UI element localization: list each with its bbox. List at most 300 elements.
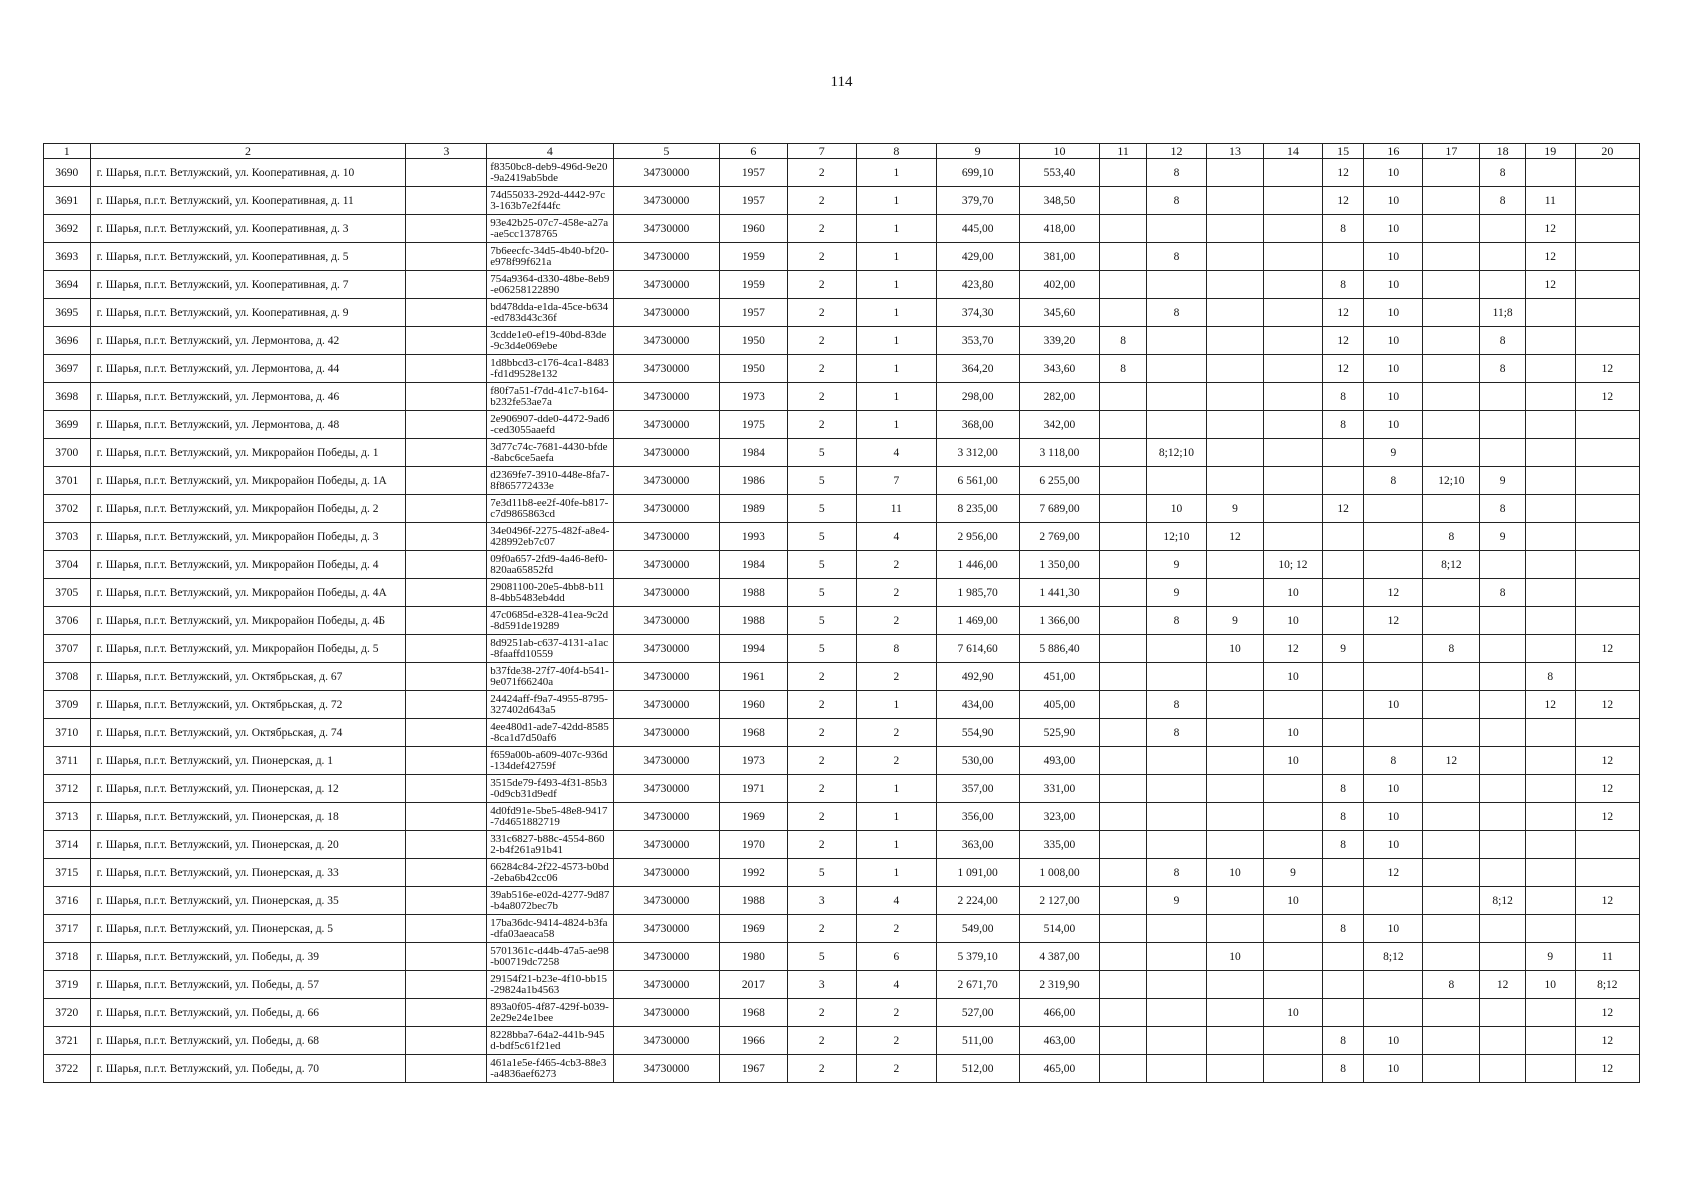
table-cell-col-13: 10 — [1206, 635, 1263, 663]
table-cell-col-11 — [1100, 271, 1147, 299]
table-cell-col-11 — [1100, 831, 1147, 859]
table-cell-col-6: 2017 — [720, 971, 787, 999]
table-cell-col-14 — [1263, 915, 1322, 943]
table-cell-col-20 — [1575, 439, 1639, 467]
table-cell-col-9: 512,00 — [936, 1055, 1019, 1083]
table-cell-col-4: f80f7a51-f7dd-41c7-b164-b232fe53ae7a — [487, 383, 613, 411]
table-cell-col-7: 2 — [787, 831, 856, 859]
table-cell-col-5: 34730000 — [613, 523, 720, 551]
table-cell-col-8: 1 — [856, 215, 936, 243]
table-cell-col-12 — [1146, 999, 1206, 1027]
table-cell-col-4: 2e906907-dde0-4472-9ad6-ced3055aaefd — [487, 411, 613, 439]
table-cell-col-19: 9 — [1525, 943, 1575, 971]
column-header-7: 7 — [787, 144, 856, 159]
table-cell-col-13 — [1206, 691, 1263, 719]
table-cell-col-7: 2 — [787, 663, 856, 691]
table-row — [44, 383, 1640, 411]
table-cell-col-10: 381,00 — [1019, 243, 1100, 271]
table-cell-col-12: 8 — [1146, 243, 1206, 271]
column-header-12: 12 — [1146, 144, 1206, 159]
table-cell-col-1: 3709 — [44, 691, 91, 719]
table-cell-col-9: 368,00 — [936, 411, 1019, 439]
table-row — [44, 355, 1640, 383]
table-cell-col-14: 12 — [1263, 635, 1322, 663]
table-cell-col-10: 402,00 — [1019, 271, 1100, 299]
table-cell-col-6: 1959 — [720, 271, 787, 299]
table-cell-col-2: г. Шарья, п.г.т. Ветлужский, ул. Кооперативная, д. 3 — [90, 215, 406, 243]
table-cell-col-11 — [1100, 691, 1147, 719]
table-cell-col-9: 2 956,00 — [936, 523, 1019, 551]
table-cell-col-7: 5 — [787, 635, 856, 663]
table-cell-col-15 — [1322, 523, 1363, 551]
table-cell-col-11 — [1100, 915, 1147, 943]
table-cell-col-13 — [1206, 467, 1263, 495]
table-cell-col-14 — [1263, 439, 1322, 467]
table-cell-col-1: 3717 — [44, 915, 91, 943]
table-cell-col-16 — [1364, 663, 1423, 691]
table-cell-col-1: 3720 — [44, 999, 91, 1027]
table-cell-col-17 — [1423, 439, 1480, 467]
table-cell-col-15: 12 — [1322, 327, 1363, 355]
table-cell-col-9: 1 985,70 — [936, 579, 1019, 607]
table-cell-col-20: 12 — [1575, 1055, 1639, 1083]
table-cell-col-15: 9 — [1322, 635, 1363, 663]
table-cell-col-12 — [1146, 327, 1206, 355]
column-header-15: 15 — [1322, 144, 1363, 159]
table-cell-col-9: 429,00 — [936, 243, 1019, 271]
table-cell-col-5: 34730000 — [613, 1055, 720, 1083]
table-cell-col-14 — [1263, 383, 1322, 411]
table-row — [44, 579, 1640, 607]
table-cell-col-17: 8;12 — [1423, 551, 1480, 579]
table-cell-col-5: 34730000 — [613, 551, 720, 579]
table-cell-col-7: 2 — [787, 215, 856, 243]
table-cell-col-20 — [1575, 719, 1639, 747]
table-cell-col-18 — [1480, 915, 1526, 943]
table-cell-col-2: г. Шарья, п.г.т. Ветлужский, ул. Микрорайон Победы, д. 4 — [90, 551, 406, 579]
table-cell-col-5: 34730000 — [613, 719, 720, 747]
table-cell-col-14 — [1263, 1055, 1322, 1083]
table-cell-col-14: 10 — [1263, 607, 1322, 635]
table-cell-col-6: 1960 — [720, 215, 787, 243]
table-cell-col-19 — [1525, 411, 1575, 439]
table-cell-col-11 — [1100, 999, 1147, 1027]
table-cell-col-9: 374,30 — [936, 299, 1019, 327]
table-cell-col-13 — [1206, 299, 1263, 327]
table-cell-col-12 — [1146, 215, 1206, 243]
table-cell-col-4: 7e3d11b8-ee2f-40fe-b817-c7d9865863cd — [487, 495, 613, 523]
table-cell-col-14 — [1263, 691, 1322, 719]
table-cell-col-8: 2 — [856, 579, 936, 607]
table-cell-col-16: 10 — [1364, 327, 1423, 355]
table-cell-col-10: 343,60 — [1019, 355, 1100, 383]
table-cell-col-19 — [1525, 859, 1575, 887]
table-cell-col-12 — [1146, 831, 1206, 859]
table-cell-col-14 — [1263, 271, 1322, 299]
table-row — [44, 327, 1640, 355]
table-cell-col-3 — [406, 803, 487, 831]
table-cell-col-13 — [1206, 551, 1263, 579]
table-cell-col-15: 8 — [1322, 1027, 1363, 1055]
table-cell-col-8: 11 — [856, 495, 936, 523]
table-cell-col-16 — [1364, 719, 1423, 747]
table-cell-col-18 — [1480, 691, 1526, 719]
table-row — [44, 1027, 1640, 1055]
table-cell-col-5: 34730000 — [613, 971, 720, 999]
table-cell-col-4: 39ab516e-e02d-4277-9d87-b4a8072bec7b — [487, 887, 613, 915]
column-header-4: 4 — [487, 144, 613, 159]
table-cell-col-20 — [1575, 187, 1639, 215]
column-header-17: 17 — [1423, 144, 1480, 159]
table-cell-col-11 — [1100, 607, 1147, 635]
table-cell-col-20 — [1575, 915, 1639, 943]
table-cell-col-17 — [1423, 159, 1480, 187]
table-cell-col-8: 2 — [856, 999, 936, 1027]
table-cell-col-16: 10 — [1364, 803, 1423, 831]
table-cell-col-10: 3 118,00 — [1019, 439, 1100, 467]
table-cell-col-17 — [1423, 719, 1480, 747]
table-cell-col-15: 8 — [1322, 383, 1363, 411]
table-cell-col-8: 2 — [856, 663, 936, 691]
table-cell-col-19 — [1525, 719, 1575, 747]
table-cell-col-11 — [1100, 187, 1147, 215]
table-cell-col-20 — [1575, 579, 1639, 607]
table-cell-col-2: г. Шарья, п.г.т. Ветлужский, ул. Пионерская, д. 12 — [90, 775, 406, 803]
table-cell-col-7: 2 — [787, 775, 856, 803]
table-cell-col-16: 10 — [1364, 355, 1423, 383]
table-cell-col-4: 1d8bbcd3-c176-4ca1-8483-fd1d9528e132 — [487, 355, 613, 383]
table-cell-col-11 — [1100, 719, 1147, 747]
table-cell-col-19 — [1525, 159, 1575, 187]
table-cell-col-15 — [1322, 691, 1363, 719]
table-cell-col-9: 549,00 — [936, 915, 1019, 943]
table-row — [44, 467, 1640, 495]
table-cell-col-5: 34730000 — [613, 999, 720, 1027]
table-cell-col-5: 34730000 — [613, 215, 720, 243]
table-cell-col-5: 34730000 — [613, 467, 720, 495]
table-cell-col-6: 1994 — [720, 635, 787, 663]
table-cell-col-17 — [1423, 243, 1480, 271]
table-cell-col-1: 3699 — [44, 411, 91, 439]
table-cell-col-19 — [1525, 607, 1575, 635]
table-cell-col-5: 34730000 — [613, 887, 720, 915]
table-cell-col-2: г. Шарья, п.г.т. Ветлужский, ул. Микрорайон Победы, д. 5 — [90, 635, 406, 663]
table-cell-col-12 — [1146, 411, 1206, 439]
table-cell-col-1: 3716 — [44, 887, 91, 915]
table-cell-col-15: 8 — [1322, 831, 1363, 859]
table-cell-col-16: 10 — [1364, 159, 1423, 187]
table-cell-col-5: 34730000 — [613, 579, 720, 607]
table-cell-col-2: г. Шарья, п.г.т. Ветлужский, ул. Пионерская, д. 18 — [90, 803, 406, 831]
table-cell-col-20: 12 — [1575, 635, 1639, 663]
page-number: 114 — [830, 74, 853, 90]
table-cell-col-5: 34730000 — [613, 299, 720, 327]
table-cell-col-18 — [1480, 411, 1526, 439]
table-cell-col-18 — [1480, 551, 1526, 579]
table-cell-col-17 — [1423, 215, 1480, 243]
table-cell-col-20 — [1575, 159, 1639, 187]
table-cell-col-16: 10 — [1364, 1055, 1423, 1083]
table-cell-col-7: 2 — [787, 1055, 856, 1083]
table-cell-col-4: 66284c84-2f22-4573-b0bd-2eba6b42cc06 — [487, 859, 613, 887]
table-cell-col-20 — [1575, 467, 1639, 495]
table-cell-col-2: г. Шарья, п.г.т. Ветлужский, ул. Победы, д. 68 — [90, 1027, 406, 1055]
table-cell-col-6: 1950 — [720, 355, 787, 383]
table-cell-col-8: 2 — [856, 1055, 936, 1083]
table-cell-col-11: 8 — [1100, 355, 1147, 383]
table-cell-col-5: 34730000 — [613, 607, 720, 635]
table-cell-col-6: 1957 — [720, 187, 787, 215]
table-cell-col-2: г. Шарья, п.г.т. Ветлужский, ул. Октябрьская, д. 72 — [90, 691, 406, 719]
table-cell-col-20: 11 — [1575, 943, 1639, 971]
table-cell-col-13 — [1206, 411, 1263, 439]
table-cell-col-6: 1971 — [720, 775, 787, 803]
table-cell-col-8: 4 — [856, 971, 936, 999]
table-cell-col-12 — [1146, 271, 1206, 299]
table-cell-col-9: 2 224,00 — [936, 887, 1019, 915]
table-cell-col-8: 8 — [856, 635, 936, 663]
column-header-11: 11 — [1100, 144, 1147, 159]
table-cell-col-3 — [406, 579, 487, 607]
table-cell-col-5: 34730000 — [613, 915, 720, 943]
table-cell-col-7: 5 — [787, 579, 856, 607]
table-cell-col-4: 754a9364-d330-48be-8eb9-e06258122890 — [487, 271, 613, 299]
table-cell-col-19 — [1525, 635, 1575, 663]
table-cell-col-6: 1980 — [720, 943, 787, 971]
table-cell-col-16 — [1364, 999, 1423, 1027]
table-cell-col-12: 8 — [1146, 299, 1206, 327]
table-cell-col-1: 3722 — [44, 1055, 91, 1083]
table-cell-col-6: 1967 — [720, 1055, 787, 1083]
table-cell-col-13 — [1206, 775, 1263, 803]
table-cell-col-11 — [1100, 943, 1147, 971]
table-cell-col-20 — [1575, 495, 1639, 523]
table-cell-col-10: 282,00 — [1019, 383, 1100, 411]
table-cell-col-6: 1988 — [720, 887, 787, 915]
column-number-header-row — [44, 144, 1640, 159]
table-cell-col-6: 1973 — [720, 747, 787, 775]
table-cell-col-8: 1 — [856, 327, 936, 355]
table-cell-col-1: 3700 — [44, 439, 91, 467]
table-cell-col-9: 434,00 — [936, 691, 1019, 719]
table-cell-col-1: 3694 — [44, 271, 91, 299]
table-cell-col-4: 893a0f05-4f87-429f-b039-2e29e24e1bee — [487, 999, 613, 1027]
table-cell-col-13 — [1206, 215, 1263, 243]
table-cell-col-4: 8d9251ab-c637-4131-a1ac-8faaffd10559 — [487, 635, 613, 663]
table-cell-col-16 — [1364, 971, 1423, 999]
table-cell-col-15: 12 — [1322, 355, 1363, 383]
table-cell-col-7: 2 — [787, 271, 856, 299]
table-cell-col-2: г. Шарья, п.г.т. Ветлужский, ул. Октябрьская, д. 67 — [90, 663, 406, 691]
table-cell-col-10: 418,00 — [1019, 215, 1100, 243]
table-cell-col-18: 11;8 — [1480, 299, 1526, 327]
table-row — [44, 159, 1640, 187]
table-cell-col-4: b37fde38-27f7-40f4-b541-9e071f66240a — [487, 663, 613, 691]
table-cell-col-11 — [1100, 1027, 1147, 1055]
table-cell-col-4: 47c0685d-e328-41ea-9c2d-8d591de19289 — [487, 607, 613, 635]
table-cell-col-11 — [1100, 663, 1147, 691]
table-cell-col-9: 356,00 — [936, 803, 1019, 831]
table-cell-col-7: 5 — [787, 467, 856, 495]
table-row — [44, 607, 1640, 635]
table-cell-col-8: 4 — [856, 887, 936, 915]
table-cell-col-18 — [1480, 663, 1526, 691]
table-cell-col-2: г. Шарья, п.г.т. Ветлужский, ул. Лермонтова, д. 48 — [90, 411, 406, 439]
table-cell-col-12 — [1146, 1055, 1206, 1083]
table-cell-col-14 — [1263, 467, 1322, 495]
table-cell-col-9: 511,00 — [936, 1027, 1019, 1055]
table-cell-col-10: 451,00 — [1019, 663, 1100, 691]
table-cell-col-8: 1 — [856, 383, 936, 411]
table-cell-col-13 — [1206, 187, 1263, 215]
table-cell-col-19 — [1525, 383, 1575, 411]
table-cell-col-6: 1957 — [720, 159, 787, 187]
table-row — [44, 411, 1640, 439]
table-cell-col-3 — [406, 831, 487, 859]
table-cell-col-4: f659a00b-a609-407c-936d-134def42759f — [487, 747, 613, 775]
table-cell-col-14: 9 — [1263, 859, 1322, 887]
table-cell-col-20 — [1575, 859, 1639, 887]
table-cell-col-3 — [406, 1055, 487, 1083]
table-cell-col-8: 2 — [856, 719, 936, 747]
table-cell-col-4: 3d77c74c-7681-4430-bfde-8abc6ce5aefa — [487, 439, 613, 467]
table-cell-col-5: 34730000 — [613, 691, 720, 719]
table-cell-col-19 — [1525, 523, 1575, 551]
table-cell-col-7: 2 — [787, 299, 856, 327]
table-cell-col-14 — [1263, 523, 1322, 551]
table-cell-col-15 — [1322, 971, 1363, 999]
table-cell-col-1: 3691 — [44, 187, 91, 215]
table-cell-col-10: 4 387,00 — [1019, 943, 1100, 971]
table-cell-col-1: 3695 — [44, 299, 91, 327]
table-cell-col-9: 423,80 — [936, 271, 1019, 299]
table-cell-col-7: 5 — [787, 523, 856, 551]
table-cell-col-9: 1 446,00 — [936, 551, 1019, 579]
table-cell-col-10: 331,00 — [1019, 775, 1100, 803]
table-cell-col-5: 34730000 — [613, 495, 720, 523]
table-cell-col-20 — [1575, 327, 1639, 355]
table-cell-col-10: 514,00 — [1019, 915, 1100, 943]
column-header-6: 6 — [720, 144, 787, 159]
table-row — [44, 523, 1640, 551]
table-cell-col-4: 4d0fd91e-5be5-48e8-9417-7d4651882719 — [487, 803, 613, 831]
table-cell-col-16: 8 — [1364, 467, 1423, 495]
table-cell-col-17 — [1423, 691, 1480, 719]
table-cell-col-3 — [406, 495, 487, 523]
table-row — [44, 663, 1640, 691]
table-cell-col-10: 5 886,40 — [1019, 635, 1100, 663]
table-cell-col-12: 8 — [1146, 691, 1206, 719]
column-header-14: 14 — [1263, 144, 1322, 159]
table-row — [44, 187, 1640, 215]
table-cell-col-2: г. Шарья, п.г.т. Ветлужский, ул. Лермонтова, д. 42 — [90, 327, 406, 355]
table-cell-col-7: 2 — [787, 327, 856, 355]
table-cell-col-4: 331c6827-b88c-4554-8602-b4f261a91b41 — [487, 831, 613, 859]
table-cell-col-19 — [1525, 1027, 1575, 1055]
table-cell-col-2: г. Шарья, п.г.т. Ветлужский, ул. Микрорайон Победы, д. 1А — [90, 467, 406, 495]
table-cell-col-12: 8 — [1146, 719, 1206, 747]
table-cell-col-12: 8 — [1146, 859, 1206, 887]
table-cell-col-18 — [1480, 803, 1526, 831]
table-cell-col-5: 34730000 — [613, 775, 720, 803]
table-cell-col-20: 12 — [1575, 355, 1639, 383]
table-row — [44, 915, 1640, 943]
table-cell-col-17: 8 — [1423, 635, 1480, 663]
table-cell-col-9: 2 671,70 — [936, 971, 1019, 999]
table-cell-col-15 — [1322, 999, 1363, 1027]
table-cell-col-12 — [1146, 943, 1206, 971]
table-cell-col-4: 29154f21-b23e-4f10-bb15-29824a1b4563 — [487, 971, 613, 999]
table-cell-col-6: 1968 — [720, 999, 787, 1027]
table-cell-col-9: 492,90 — [936, 663, 1019, 691]
column-header-9: 9 — [936, 144, 1019, 159]
table-cell-col-2: г. Шарья, п.г.т. Ветлужский, ул. Кооперативная, д. 9 — [90, 299, 406, 327]
table-cell-col-14: 10 — [1263, 747, 1322, 775]
table-cell-col-15: 8 — [1322, 411, 1363, 439]
table-cell-col-3 — [406, 607, 487, 635]
table-cell-col-7: 2 — [787, 411, 856, 439]
table-cell-col-8: 1 — [856, 299, 936, 327]
table-cell-col-17 — [1423, 299, 1480, 327]
table-row — [44, 551, 1640, 579]
table-cell-col-17: 12;10 — [1423, 467, 1480, 495]
table-cell-col-14 — [1263, 495, 1322, 523]
table-cell-col-16 — [1364, 523, 1423, 551]
table-cell-col-9: 363,00 — [936, 831, 1019, 859]
table-cell-col-7: 2 — [787, 355, 856, 383]
table-cell-col-10: 493,00 — [1019, 747, 1100, 775]
table-cell-col-7: 5 — [787, 859, 856, 887]
table-cell-col-17: 12 — [1423, 747, 1480, 775]
table-cell-col-19: 12 — [1525, 691, 1575, 719]
table-cell-col-19 — [1525, 803, 1575, 831]
table-cell-col-19 — [1525, 355, 1575, 383]
table-cell-col-8: 1 — [856, 271, 936, 299]
table-cell-col-18 — [1480, 999, 1526, 1027]
table-row — [44, 971, 1640, 999]
table-cell-col-19 — [1525, 915, 1575, 943]
table-cell-col-1: 3719 — [44, 971, 91, 999]
table-cell-col-14 — [1263, 355, 1322, 383]
table-cell-col-19: 11 — [1525, 187, 1575, 215]
table-cell-col-13 — [1206, 831, 1263, 859]
table-cell-col-5: 34730000 — [613, 663, 720, 691]
table-cell-col-13: 9 — [1206, 607, 1263, 635]
table-cell-col-8: 6 — [856, 943, 936, 971]
table-cell-col-16: 10 — [1364, 411, 1423, 439]
table-cell-col-1: 3711 — [44, 747, 91, 775]
table-cell-col-6: 1968 — [720, 719, 787, 747]
table-cell-col-5: 34730000 — [613, 803, 720, 831]
table-cell-col-13: 10 — [1206, 943, 1263, 971]
table-cell-col-7: 5 — [787, 495, 856, 523]
table-cell-col-1: 3706 — [44, 607, 91, 635]
table-cell-col-1: 3710 — [44, 719, 91, 747]
table-cell-col-17 — [1423, 943, 1480, 971]
table-cell-col-4: 24424aff-f9a7-4955-8795-327402d643a5 — [487, 691, 613, 719]
table-cell-col-11 — [1100, 215, 1147, 243]
table-cell-col-15 — [1322, 859, 1363, 887]
table-cell-col-13 — [1206, 1055, 1263, 1083]
table-cell-col-13 — [1206, 327, 1263, 355]
table-cell-col-19: 12 — [1525, 215, 1575, 243]
table-cell-col-15: 8 — [1322, 271, 1363, 299]
table-cell-col-2: г. Шарья, п.г.т. Ветлужский, ул. Пионерская, д. 1 — [90, 747, 406, 775]
table-cell-col-17: 8 — [1423, 971, 1480, 999]
table-cell-col-3 — [406, 187, 487, 215]
table-cell-col-7: 2 — [787, 187, 856, 215]
table-cell-col-10: 342,00 — [1019, 411, 1100, 439]
